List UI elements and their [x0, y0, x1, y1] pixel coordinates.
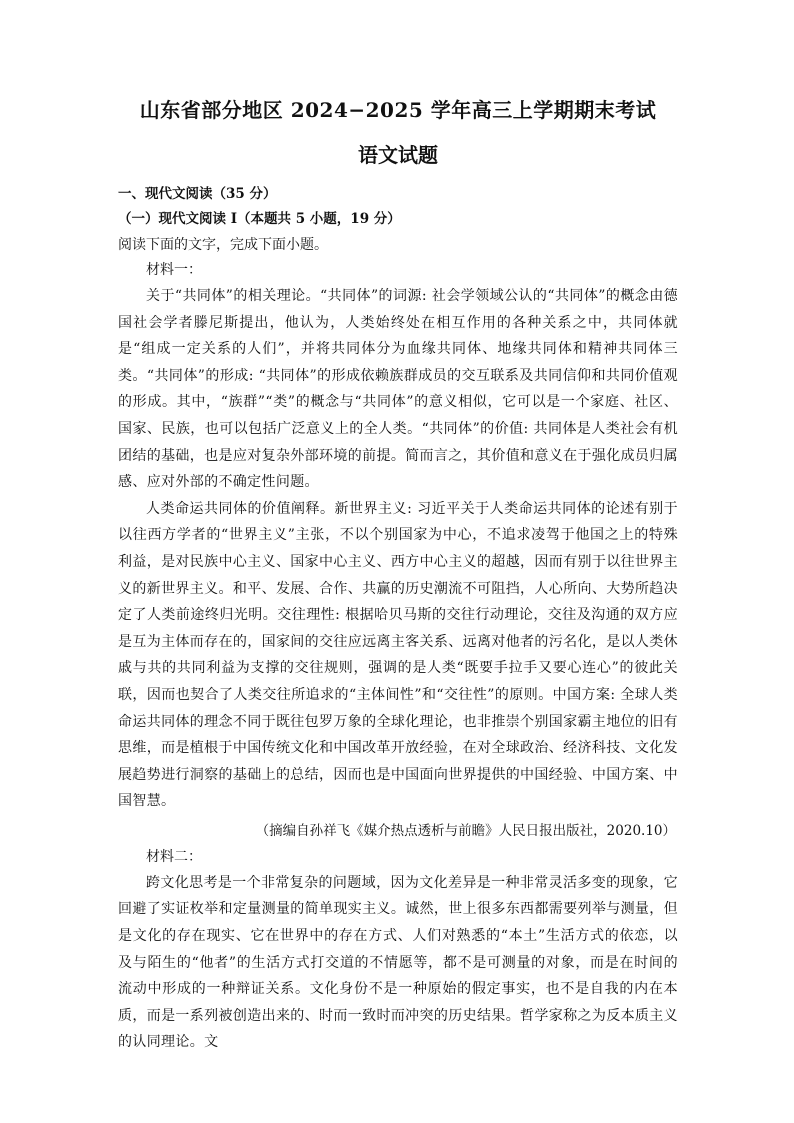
material-1-paragraph: 关于“共同体”的相关理论。“共同体”的词源: 社会学领域公认的“共同体”的概念由德国社会学者滕尼斯提出，他认为，人类始终处在相互作用的各种关系之中，共同体就是“组成一定关系的人们”，并将共同体分为血缘共同体、地缘共同体和精神共同体三类。“共同体”的形成: “共同体”的形成依赖族群成员的交互联系及共同信仰和共同价值观的形成。其中，“族群”“类”的概念与“共同体”的意义相似，它可以是一个家庭、社区、国家、民族，也可以包括广泛意义上的全人类。“共同体”的价值: 共同体是人类社会有机团结的基础，也是应对复杂外部环境的前提。简而言之，其价值和意义在于强化成员归属感、应对外部的不确定性问题。 — [118, 288, 678, 491]
exam-subtitle: 语文试题 — [358, 143, 438, 167]
material-2-label: 材料二： — [146, 848, 202, 865]
subsection-heading: （一）现代文阅读 I（本题共 5 小题，19 分） — [118, 211, 401, 227]
material-1-source: （摘编自孙祥飞《媒介热点透析与前瞻》人民日报出版社，2020.10） — [255, 822, 676, 839]
material-2-paragraph: 跨文化思考是一个非常复杂的问题域，因为文化差异是一种非常灵活多变的现象，它回避了实证枚举和定量测量的简单现实主义。诚然，世上很多东西都需要列举与测量，但是文化的存在现实、它在世界中的存在方式、人们对熟悉的“本土”生活方式的依恋，以及与陌生的“他者”的生活方式打交道的不情愿等，都不是可测量的对象，而是在时间的流动中形成的一种辩证关系。文化身份不是一种原始的假定事实，也不是自我的内在本质，而是一系列被创造出来的、时而一致时而冲突的历史结果。哲学家称之为反本质主义的认同理论。文 — [118, 874, 678, 1051]
material-1-label: 材料一： — [146, 262, 202, 278]
section-heading: 一、现代文阅读（35 分） — [118, 186, 277, 202]
reading-instruction: 阅读下面的文字，完成下面小题。 — [118, 237, 328, 253]
exam-title: 山东省部分地区 2024−2025 学年高三上学期期末考试 — [139, 98, 657, 122]
material-1-paragraph: 人类命运共同体的价值阐释。新世界主义: 习近平关于人类命运共同体的论述有别于以往西方学者的“世界主义”主张，不以个别国家为中心，不追求凌驾于他国之上的特殊利益，是对民族中心主义、国家中心主义、西方中心主义的超越，因而有别于以往世界主义的新世界主义。和平、发展、合作、共赢的历史潮流不可阻挡，人心所向、大势所趋决定了人类前途终归光明。交往理性: 根据哈贝马斯的交往行动理论，交往及沟通的双方应是互为主体而存在的，国家间的交往应远离主客关系、远离对他者的污名化，是以人类休戚与共的共同利益为支撑的交往规则，强调的是人类“既要手拉手又要心连心”的彼此关联，因而也契合了人类交往所追求的“主体间性”和“交往性”的原则。中国方案: 全球人类命运共同体的理念不同于既往包罗万象的全球化理论，也非推崇个别国家霸主地位的旧有思维，而是植根于中国传统文化和中国改革开放经验，在对全球政治、经济科技、文化发展趋势进行洞察的基础上的总结，因而也是中国面向世界提供的中国经验、中国方案、中国智慧。 — [118, 500, 678, 810]
